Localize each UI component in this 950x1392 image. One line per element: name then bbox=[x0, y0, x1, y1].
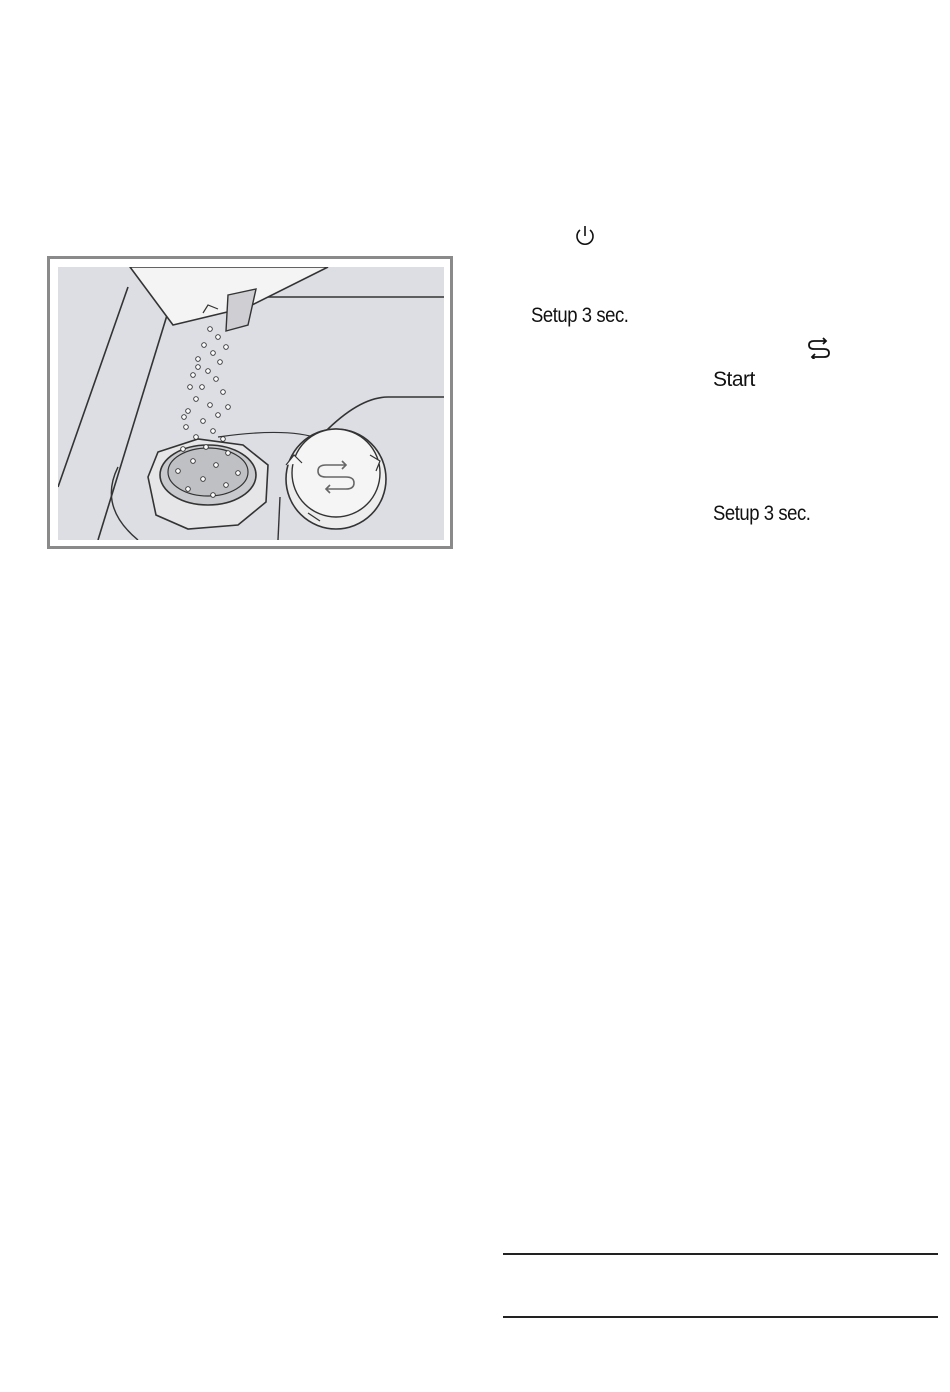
salt-refill-illustration bbox=[47, 256, 453, 549]
divider-line bbox=[503, 1316, 938, 1318]
setup-label-1: Setup 3 sec. bbox=[531, 304, 629, 327]
divider-line bbox=[503, 1253, 938, 1255]
power-icon bbox=[574, 224, 596, 248]
start-label: Start bbox=[713, 368, 755, 391]
salt-refill-icon bbox=[806, 337, 832, 359]
setup-label-2: Setup 3 sec. bbox=[713, 502, 811, 525]
illustration-canvas bbox=[58, 267, 444, 540]
